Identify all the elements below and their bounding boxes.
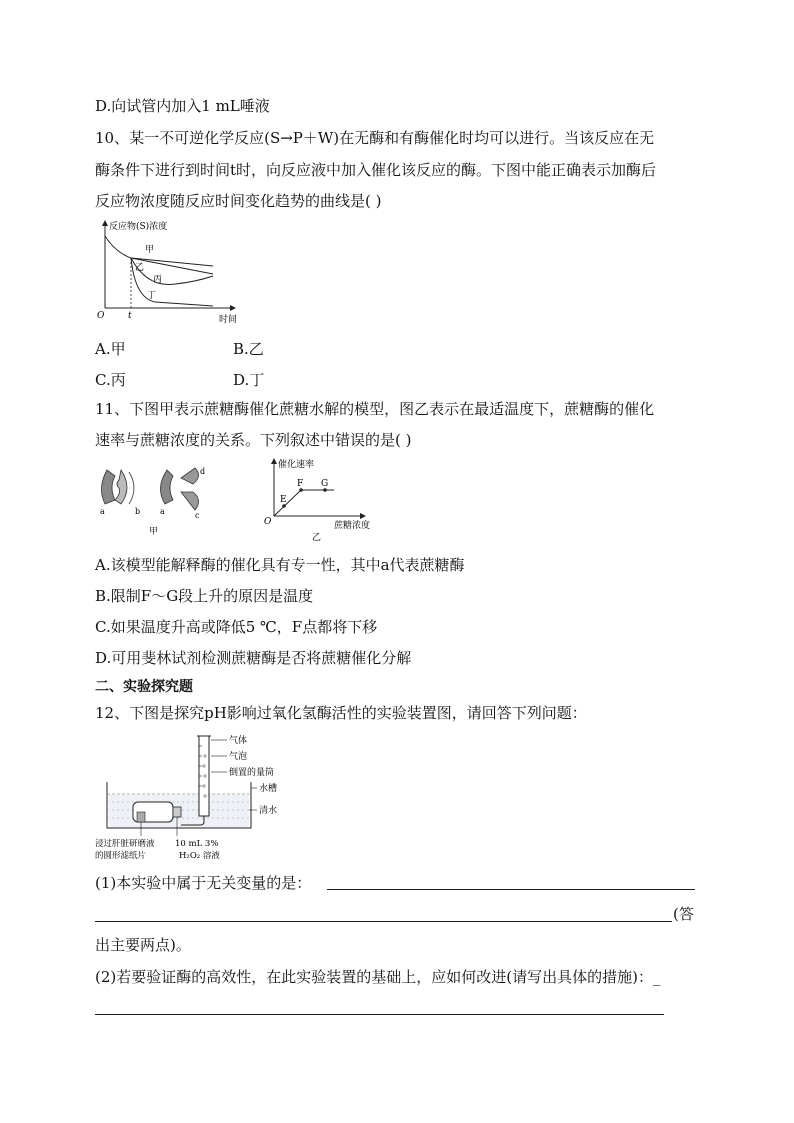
q11-graph-caption: 乙 [312, 533, 322, 543]
q11-graph-ylabel: 催化速率 [278, 460, 315, 470]
q11-model-figure [95, 462, 215, 542]
q11-graph-origin: O [264, 517, 272, 527]
q10-option-a[interactable]: A.甲 [95, 340, 126, 358]
q10-t-label: t [128, 311, 132, 321]
q10-ylabel: 反应物(S)浓度 [109, 222, 168, 232]
q11-option-c[interactable]: C.如果温度升高或降低5 ℃，F点都将下移 [95, 618, 378, 636]
q11-label-a1: a [100, 507, 105, 516]
q11-line-1: 11、下图甲表示蔗糖酶催化蔗糖水解的模型，图乙表示在最适温度下，蔗糖酶的催化 [95, 400, 655, 418]
q12-label-gas: 气体 [229, 736, 248, 746]
q10-option-d[interactable]: D.丁 [233, 371, 265, 389]
q12-label-filter-2: 的圆形滤纸片 [95, 851, 147, 861]
option-d-previous: D.向试管内加入1 mL唾液 [95, 97, 270, 115]
q10-curve-yi: 乙 [135, 263, 145, 273]
q10-option-b[interactable]: B.乙 [233, 340, 264, 358]
q12-label-h2o2-2: H₂O₂ 溶液 [179, 851, 220, 861]
q11-model-caption: 甲 [149, 527, 159, 537]
q12-label-bubble: 气泡 [229, 752, 248, 762]
q10-curve-bing: 丙 [153, 275, 163, 285]
q11-label-d: d [200, 467, 206, 476]
q12-label-water: 清水 [259, 806, 278, 816]
q12-apparatus-figure [95, 732, 315, 866]
q11-point-g: G [321, 479, 329, 489]
q11-option-b[interactable]: B.限制F～G段上升的原因是温度 [95, 587, 314, 605]
q10-option-c[interactable]: C.丙 [95, 371, 126, 389]
q12-part-2: (2)若要验证酶的高效性，在此实验装置的基础上，应如何改进(请写出具体的措施)：_ [95, 968, 661, 986]
q11-line-2: 速率与蔗糖浓度的关系。下列叙述中错误的是( ) [95, 431, 412, 449]
q11-graph-xlabel: 蔗糖浓度 [334, 521, 371, 531]
q10-xlabel: 时间 [219, 315, 238, 325]
q11-point-f: F [297, 479, 304, 489]
q12-label-h2o2-1: 10 mL 3% [175, 839, 219, 849]
q11-point-e: E [280, 495, 287, 505]
q10-figure [95, 218, 255, 328]
q12-label-tank: 水槽 [259, 784, 278, 794]
q11-label-a2: a [160, 507, 165, 516]
q10-origin: O [97, 311, 105, 321]
q11-option-d[interactable]: D.可用斐林试剂检测蔗糖酶是否将蔗糖催化分解 [95, 649, 412, 667]
q12-part-1-tail: (答 [673, 905, 694, 923]
q12-line-1: 12、下图是探究pH影响过氧化氢酶活性的实验装置图，请回答下列问题： [95, 704, 587, 722]
q12-part-1-answer-line-2[interactable] [95, 921, 672, 922]
q10-curve-ding: 丁 [147, 291, 157, 301]
q10-line-3: 反应物浓度随反应时间变化趋势的曲线是( ) [95, 192, 382, 210]
q11-option-a[interactable]: A.该模型能解释酶的催化具有专一性，其中a代表蔗糖酶 [95, 556, 465, 574]
q11-label-c: c [195, 511, 200, 520]
q12-label-cylinder: 倒置的量筒 [229, 768, 275, 778]
q12-part-1-answer-line-1[interactable] [327, 889, 695, 890]
q12-part-2-answer-line[interactable] [95, 1014, 664, 1015]
q10-line-1: 10、某一不可逆化学反应(S→P＋W)在无酶和有酶催化时均可以进行。当该反应在无 [95, 129, 655, 147]
q10-line-2: 酶条件下进行到时间t时，向反应液中加入催化该反应的酶。下图中能正确表示加酶后 [95, 161, 657, 179]
q11-rate-graph [258, 456, 388, 546]
q12-part-1: (1)本实验中属于无关变量的是： [95, 874, 312, 892]
q12-part-1-line-3: 出主要两点)。 [95, 936, 191, 954]
q11-label-b: b [135, 507, 141, 516]
section-title-experiment: 二、实验探究题 [95, 679, 193, 695]
q12-label-filter-1: 浸过肝脏研磨液 [95, 839, 155, 849]
q10-curve-jia: 甲 [145, 245, 155, 255]
